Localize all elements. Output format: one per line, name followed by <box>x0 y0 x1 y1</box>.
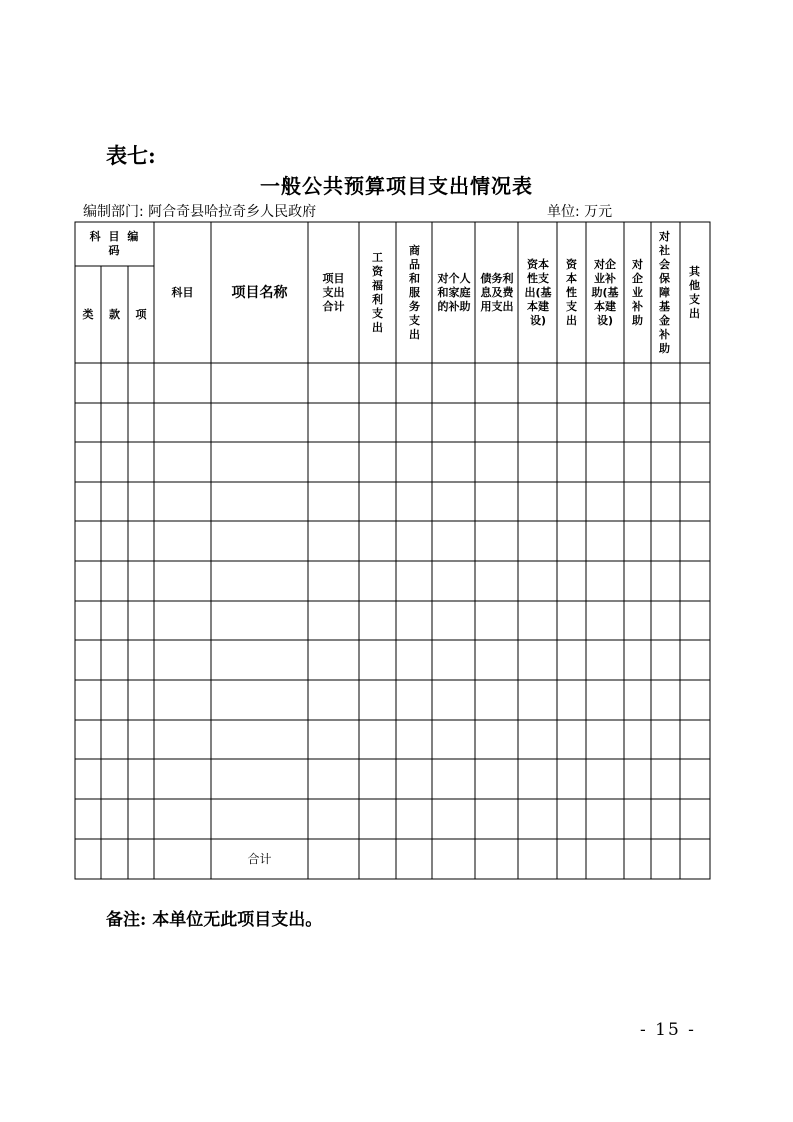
header-debt-interest: 债务利息及费用支出 <box>480 271 514 313</box>
header-lei: 类 <box>82 307 94 321</box>
table-label: 表七: <box>106 143 156 168</box>
header-enterprise-basic: 对企业补助(基本建设) <box>591 257 619 327</box>
header-wages: 工资福利支出 <box>372 250 383 334</box>
header-project-name: 项目名称 <box>231 284 288 301</box>
header-personal-family: 对个人和家庭的补助 <box>437 271 471 313</box>
department-line: 编制部门: 阿合奇县哈拉奇乡人民政府 <box>83 204 317 220</box>
header-kuan: 款 <box>109 307 120 321</box>
header-social-security: 对社会保障基金补助 <box>659 229 670 355</box>
header-code-group: 科 目 编 码 <box>89 230 141 257</box>
page-number: - 15 - <box>640 1020 696 1040</box>
total-row-label: 合计 <box>247 852 272 866</box>
note: 备注: 本单位无此项目支出。 <box>106 910 323 930</box>
header-enterprise: 对企业补助 <box>632 257 643 327</box>
header-capital-basic: 资本性支出(基本建设) <box>524 257 552 327</box>
header-project-total: 项目支出合计 <box>322 271 345 313</box>
unit-line: 单位: 万元 <box>547 204 613 220</box>
header-capital: 资本性支出 <box>566 257 577 327</box>
header-subject: 科目 <box>171 285 194 299</box>
header-xiang: 项 <box>135 307 147 321</box>
header-goods-services: 商品和服务支出 <box>409 243 420 341</box>
header-other: 其他支出 <box>689 264 700 320</box>
document-title: 一般公共预算项目支出情况表 <box>260 174 533 198</box>
